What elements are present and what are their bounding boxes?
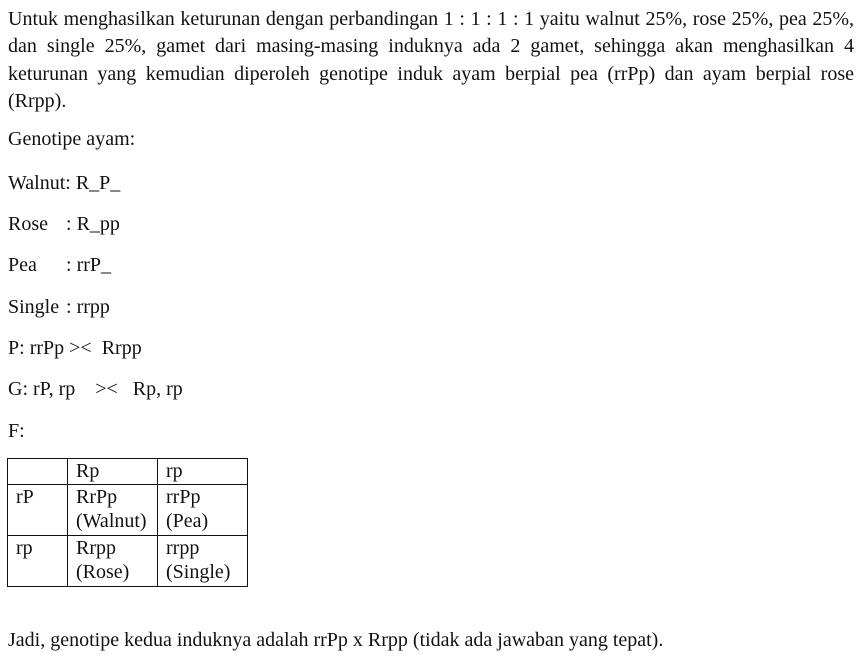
offspring-genotype: Rrpp [76, 537, 116, 559]
gamete-line [8, 377, 183, 401]
genotype-value: rrP_ [76, 254, 112, 276]
punnett-col-header: rp [158, 459, 248, 485]
punnett-cell [158, 485, 248, 536]
offspring-phenotype: (Rose) [76, 561, 130, 583]
offspring-label: F: [8, 420, 25, 442]
offspring-phenotype: (Pea) [166, 510, 209, 532]
punnett-corner-cell [8, 459, 68, 485]
genotype-separator: : [65, 172, 71, 194]
genotype-value: R_pp [76, 213, 120, 235]
genotype-value: rrpp [76, 296, 110, 318]
punnett-row-header: rp [8, 536, 68, 587]
offspring-genotype: RrPp [76, 486, 118, 508]
genotype-label: Single [8, 296, 60, 318]
punnett-square [7, 458, 248, 587]
parent-left: rrPp [29, 337, 65, 359]
punnett-row-header: rP [8, 485, 68, 536]
genotype-label: Pea [8, 254, 37, 276]
genotype-walnut [8, 171, 120, 195]
punnett-cell [68, 536, 158, 587]
gamete-left: rP, rp [33, 378, 76, 400]
genotype-value: R_P_ [75, 172, 121, 194]
genotype-rose [8, 212, 120, 236]
gamete-right: Rp, rp [132, 378, 183, 400]
genotype-single [8, 295, 110, 319]
punnett-cell [68, 485, 158, 536]
genotype-separator: : [66, 296, 72, 318]
punnett-row [8, 485, 248, 536]
offspring-genotype: rrPp [166, 486, 201, 508]
offspring-genotype: rrpp [166, 537, 200, 559]
parent-right: Rrpp [101, 337, 142, 359]
offspring-phenotype: (Single) [166, 561, 231, 583]
punnett-cell [158, 536, 248, 587]
gamete-label: G: [8, 378, 28, 400]
punnett-col-header: Rp [68, 459, 158, 485]
conclusion-text: Jadi, genotipe kedua induknya adalah rrPp x Rrpp (tidak ada jawaban yang tepat). [8, 629, 664, 651]
genotype-heading: Genotipe ayam: [8, 128, 136, 150]
genotype-separator: : [66, 254, 72, 276]
genotype-pea [8, 253, 111, 277]
intro-paragraph: Untuk menghasilkan keturunan dengan perbandingan 1 : 1 : 1 : 1 yaitu walnut 25%, rose 25%, pea 25%, dan single 25%, gamet dari masing-masing induknya ada 2 gamet, sehingga akan menghasilkan 4 keturunan yang kemudian diperoleh genotipe induk ayam berpial pea (rrPp) dan ayam berpial rose (Rrpp). [8, 8, 854, 112]
punnett-row [8, 536, 248, 587]
punnett-header-row [8, 459, 248, 485]
genotype-label: Walnut [8, 172, 66, 194]
genotype-label: Rose [8, 213, 48, 235]
parental-label: P: [8, 337, 25, 359]
genotype-separator: : [66, 213, 72, 235]
parental-cross [8, 336, 142, 360]
cross-symbol: >< [69, 337, 92, 359]
cross-symbol: >< [95, 378, 118, 400]
offspring-phenotype: (Walnut) [76, 510, 147, 532]
